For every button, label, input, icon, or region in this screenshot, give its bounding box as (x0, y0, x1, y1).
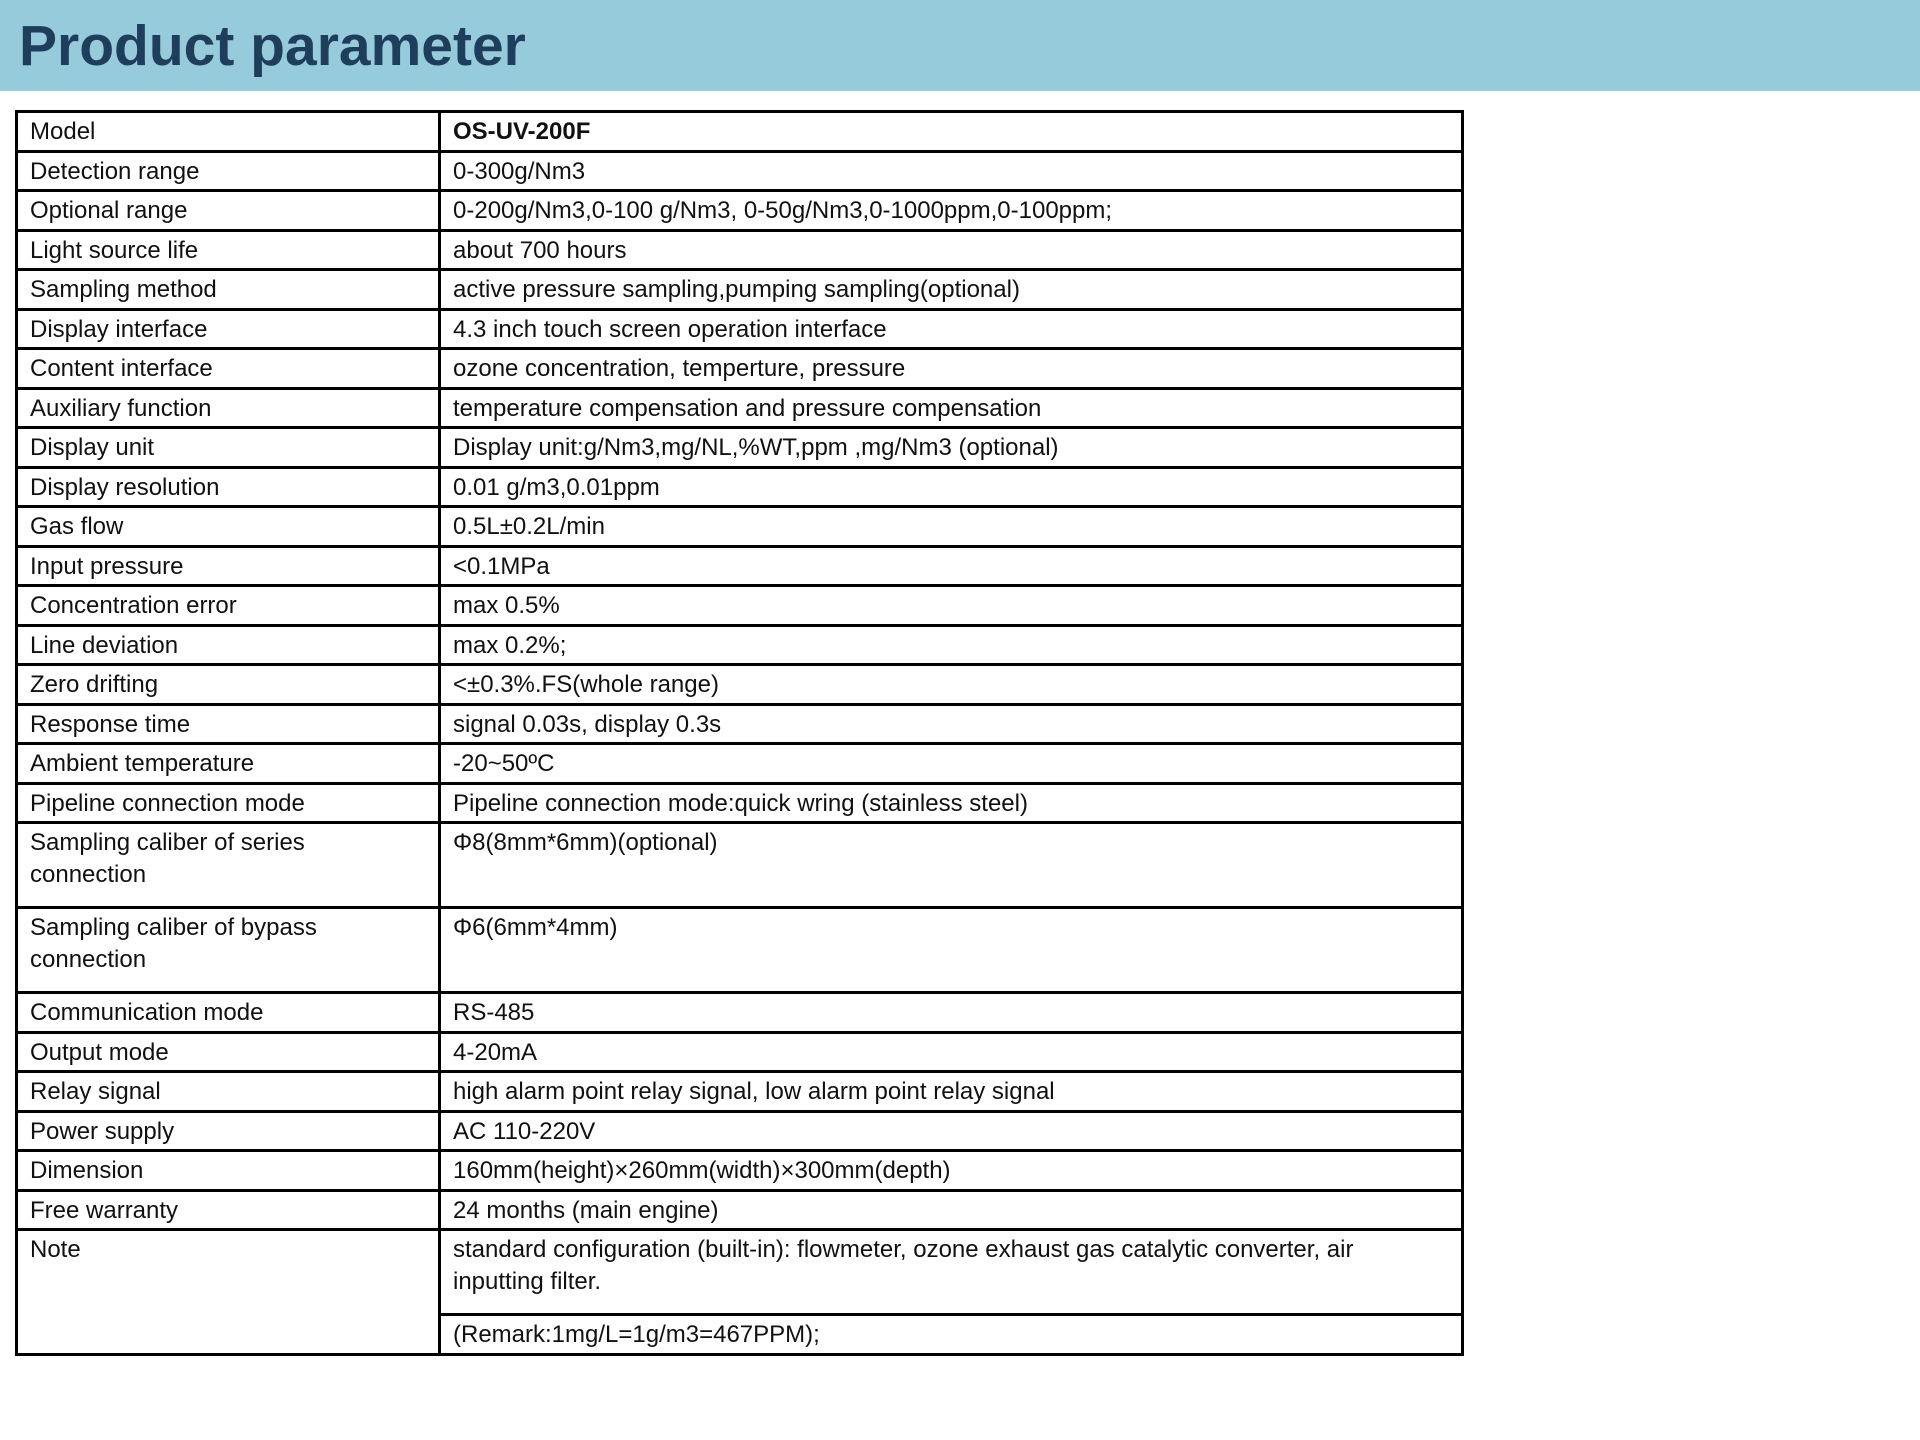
param-label: Light source life (17, 230, 440, 270)
table-row (17, 665, 1463, 705)
param-label: Optional range (17, 191, 440, 231)
param-value: -20~50ºC (440, 744, 1463, 784)
param-label: Display interface (17, 309, 440, 349)
param-value: 0.01 g/m3,0.01ppm (440, 467, 1463, 507)
table-row (17, 704, 1463, 744)
table-row (17, 1032, 1463, 1072)
table-row (17, 388, 1463, 428)
param-label: Input pressure (17, 546, 440, 586)
param-label: Note (17, 1230, 440, 1355)
param-label: Dimension (17, 1151, 440, 1191)
param-value: Pipeline connection mode:quick wring (stainless steel) (440, 783, 1463, 823)
param-label: Auxiliary function (17, 388, 440, 428)
table-row (17, 349, 1463, 389)
page-title: Product parameter (19, 14, 526, 78)
table-row (17, 507, 1463, 547)
param-value: OS-UV-200F (440, 112, 1463, 152)
param-label: Sampling method (17, 270, 440, 310)
table-row (17, 191, 1463, 231)
table-row (17, 1230, 1463, 1315)
table-row (17, 546, 1463, 586)
param-label: Concentration error (17, 586, 440, 626)
table-row (17, 230, 1463, 270)
param-label: Display resolution (17, 467, 440, 507)
param-label: Model (17, 112, 440, 152)
param-label: Relay signal (17, 1072, 440, 1112)
param-label: Pipeline connection mode (17, 783, 440, 823)
table-row (17, 783, 1463, 823)
table-row (17, 823, 1463, 908)
param-value: AC 110-220V (440, 1111, 1463, 1151)
table-row (17, 112, 1463, 152)
param-label: Zero drifting (17, 665, 440, 705)
param-value: 4.3 inch touch screen operation interface (440, 309, 1463, 349)
param-label: Gas flow (17, 507, 440, 547)
param-value: 0.5L±0.2L/min (440, 507, 1463, 547)
param-value: 24 months (main engine) (440, 1190, 1463, 1230)
param-label: Power supply (17, 1111, 440, 1151)
table-row (17, 586, 1463, 626)
page-header (0, 0, 1920, 91)
table-row (17, 1072, 1463, 1112)
param-label: Display unit (17, 428, 440, 468)
param-value: standard configuration (built-in): flowmeter, ozone exhaust gas catalytic converter, air inputting filter. (440, 1230, 1463, 1315)
param-label: Output mode (17, 1032, 440, 1072)
param-value: <±0.3%.FS(whole range) (440, 665, 1463, 705)
param-value: max 0.2%; (440, 625, 1463, 665)
table-row (17, 908, 1463, 993)
param-label: Communication mode (17, 993, 440, 1033)
param-value: Φ8(8mm*6mm)(optional) (440, 823, 1463, 908)
table-row (17, 993, 1463, 1033)
param-label: Sampling caliber of bypass connection (17, 908, 440, 993)
param-value: Φ6(6mm*4mm) (440, 908, 1463, 993)
param-value: high alarm point relay signal, low alarm point relay signal (440, 1072, 1463, 1112)
table-row (17, 270, 1463, 310)
param-value: 0-300g/Nm3 (440, 151, 1463, 191)
table-row (17, 1111, 1463, 1151)
param-label: Response time (17, 704, 440, 744)
param-value: <0.1MPa (440, 546, 1463, 586)
param-label: Content interface (17, 349, 440, 389)
param-value-remark: (Remark:1mg/L=1g/m3=467PPM); (440, 1315, 1463, 1355)
table-row (17, 151, 1463, 191)
param-value: 4-20mA (440, 1032, 1463, 1072)
param-label: Free warranty (17, 1190, 440, 1230)
param-value: max 0.5% (440, 586, 1463, 626)
table-row (17, 1190, 1463, 1230)
param-label: Line deviation (17, 625, 440, 665)
table-row (17, 625, 1463, 665)
table-row (17, 467, 1463, 507)
product-parameter-table (15, 110, 1464, 1356)
table-row (17, 744, 1463, 784)
table-row (17, 1151, 1463, 1191)
param-value: 160mm(height)×260mm(width)×300mm(depth) (440, 1151, 1463, 1191)
param-value: RS-485 (440, 993, 1463, 1033)
table-row (17, 309, 1463, 349)
param-label: Detection range (17, 151, 440, 191)
param-value: about 700 hours (440, 230, 1463, 270)
param-value: temperature compensation and pressure compensation (440, 388, 1463, 428)
param-value: active pressure sampling,pumping sampling(optional) (440, 270, 1463, 310)
param-value: 0-200g/Nm3,0-100 g/Nm3, 0-50g/Nm3,0-1000ppm,0-100ppm; (440, 191, 1463, 231)
param-label: Ambient temperature (17, 744, 440, 784)
param-label: Sampling caliber of series connection (17, 823, 440, 908)
param-value: ozone concentration, temperture, pressure (440, 349, 1463, 389)
param-value: signal 0.03s, display 0.3s (440, 704, 1463, 744)
param-value: Display unit:g/Nm3,mg/NL,%WT,ppm ,mg/Nm3 (optional) (440, 428, 1463, 468)
table-row (17, 428, 1463, 468)
